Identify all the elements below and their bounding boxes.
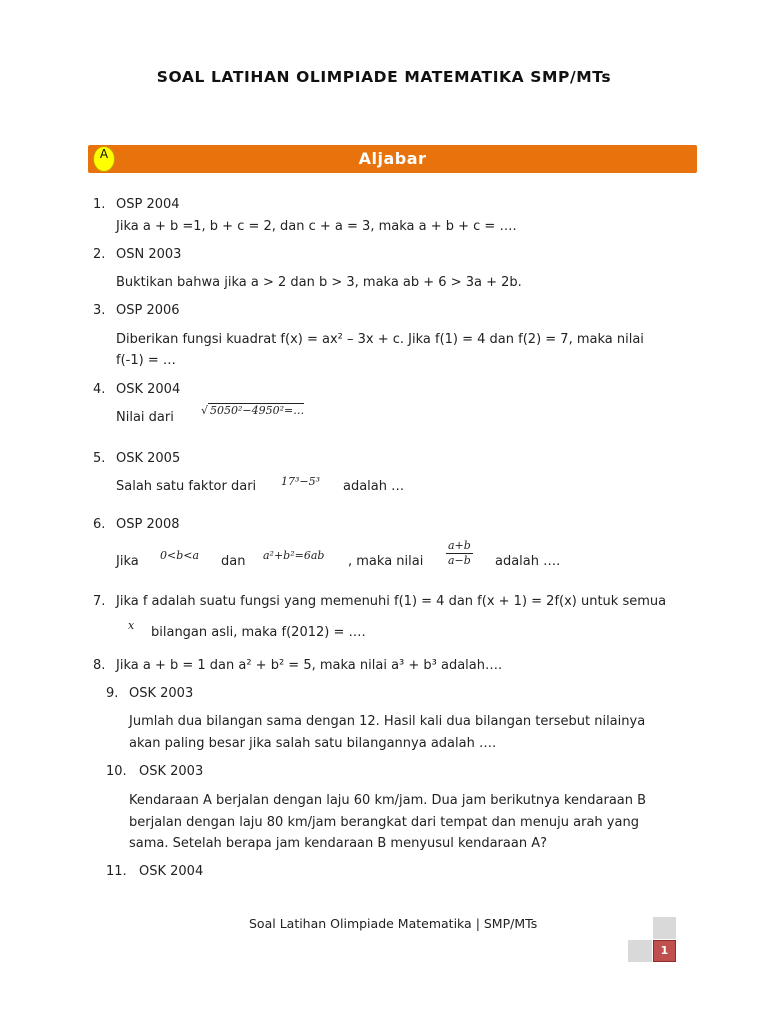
item-6-dan: dan [221, 554, 246, 569]
item-5-source: OSK 2005 [116, 451, 181, 466]
item-3-number: 3. [93, 303, 106, 318]
item-2-number: 2. [93, 247, 106, 262]
item-3-line1: Diberikan fungsi kuadrat f(x) = ax² – 3x + c. Jika f(1) = 4 dan f(2) = 7, maka nilai [116, 332, 644, 347]
item-7-line1: Jika f adalah suatu fungsi yang memenuhi f(1) = 4 dan f(x + 1) = 2f(x) untuk semua [116, 594, 667, 609]
item-6-number: 6. [93, 517, 106, 532]
item-11-number: 11. [106, 864, 127, 879]
item-5-label: Salah satu faktor dari [116, 479, 257, 494]
item-4-number: 4. [93, 382, 106, 397]
page-title: SOAL LATIHAN OLIMPIADE MATEMATIKA SMP/MTs [156, 68, 612, 86]
item-6-fraction-numerator: a+b [448, 539, 471, 552]
page-number-box [653, 940, 676, 962]
item-9-line1: Jumlah dua bilangan sama dengan 12. Hasil kali dua bilangan tersebut nilainya [129, 714, 646, 729]
item-4-expression: √ 5050²−4950²=… [201, 404, 305, 417]
item-6-condition-1: 0<b<a [160, 549, 200, 562]
item-10-line1: Kendaraan A berjalan dengan laju 60 km/jam. Dua jam berikutnya kendaraan B [129, 793, 647, 808]
item-6-mid: , maka nilai [348, 554, 424, 569]
item-9-number: 9. [106, 686, 119, 701]
item-1-text: Jika a + b =1, b + c = 2, dan c + a = 3, maka a + b + c = …. [116, 219, 517, 234]
item-9-source: OSK 2003 [129, 686, 194, 701]
item-3-line2: f(-1) = … [116, 353, 176, 368]
item-3-source: OSP 2006 [116, 303, 180, 318]
item-2-source: OSN 2003 [116, 247, 182, 262]
item-7-number: 7. [93, 594, 106, 609]
item-7-variable: x [128, 619, 135, 632]
item-4-radicand: 5050²−4950²=… [210, 404, 305, 417]
item-6-jika: Jika [116, 554, 139, 569]
item-4-source: OSK 2004 [116, 382, 181, 397]
item-8-text: Jika a + b = 1 dan a² + b² = 5, maka nilai a³ + b³ adalah…. [116, 658, 503, 673]
item-6-suffix: adalah …. [495, 554, 561, 569]
item-10-line2: berjalan dengan laju 80 km/jam berangkat dari tempat dan menuju arah yang [129, 815, 639, 830]
item-9-line2: akan paling besar jika salah satu bilangannya adalah …. [129, 736, 497, 751]
item-2-text: Buktikan bahwa jika a > 2 dan b > 3, maka ab + 6 > 3a + 2b. [116, 275, 522, 290]
page-number: 1 [660, 944, 669, 957]
footer-decoration-left [628, 940, 652, 962]
item-6-condition-2: a²+b²=6ab [263, 549, 325, 562]
item-11-source: OSK 2004 [139, 864, 204, 879]
item-6-fraction-denominator: a−b [448, 554, 471, 567]
item-1-source: OSP 2004 [116, 197, 180, 212]
footer-decoration-top [653, 917, 676, 939]
section-title: Aljabar [358, 149, 427, 168]
item-10-line3: sama. Setelah berapa jam kendaraan B menyusul kendaraan A? [129, 836, 547, 851]
item-7-line2: bilangan asli, maka f(2012) = …. [151, 625, 366, 640]
item-6-source: OSP 2008 [116, 517, 180, 532]
item-5-number: 5. [93, 451, 106, 466]
item-10-source: OSK 2003 [139, 764, 204, 779]
footer-text: Soal Latihan Olimpiade Matematika | SMP/MTs [249, 916, 538, 931]
section-header [88, 145, 697, 173]
item-4-label: Nilai dari [116, 410, 174, 425]
item-6-fraction [446, 539, 473, 568]
item-10-number: 10. [106, 764, 127, 779]
section-letter-badge: A [93, 146, 115, 172]
item-8-number: 8. [93, 658, 106, 673]
item-1-number: 1. [93, 197, 106, 212]
item-5-suffix: adalah … [343, 479, 405, 494]
item-5-expression: 17³−5³ [281, 475, 321, 488]
